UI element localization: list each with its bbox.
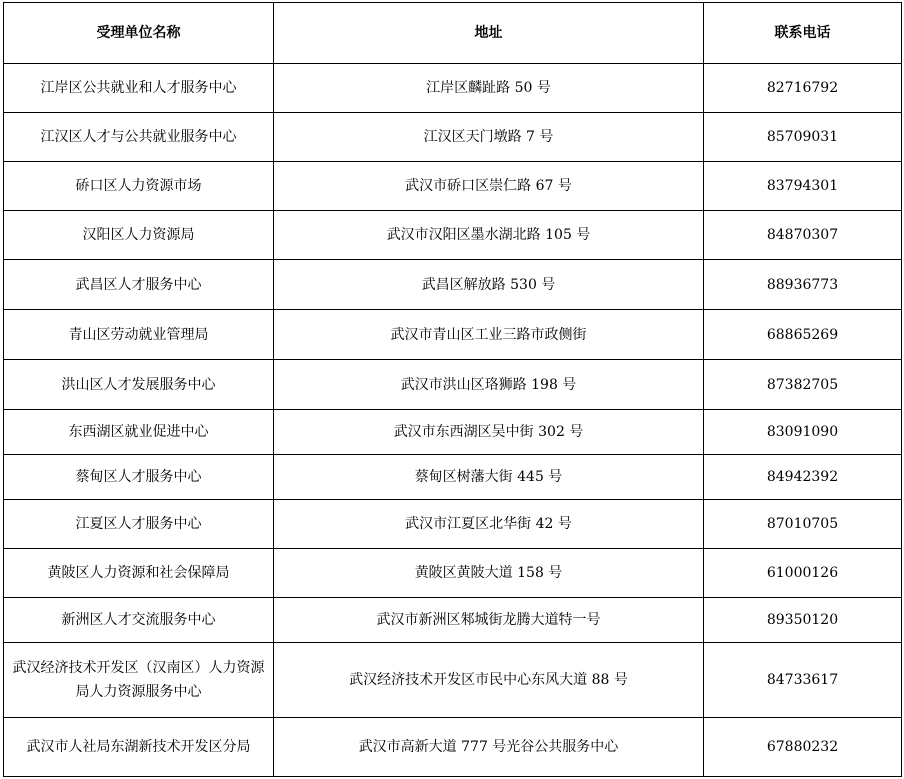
- service-directory-table: [3, 2, 902, 777]
- address-cell: 武昌区解放路 530 号: [274, 260, 704, 310]
- unit-name-cell: 武昌区人才服务中心: [4, 260, 274, 310]
- table-row: [4, 113, 902, 162]
- unit-name-cell: 新洲区人才交流服务中心: [4, 598, 274, 643]
- table-row: [4, 64, 902, 113]
- column-header-unit-name: 受理单位名称: [4, 3, 274, 64]
- table-row: [4, 549, 902, 598]
- address-cell: 武汉市高新大道 777 号光谷公共服务中心: [274, 718, 704, 777]
- unit-name-cell: 武汉市人社局东湖新技术开发区分局: [4, 718, 274, 777]
- address-cell: 武汉市青山区工业三路市政侧街: [274, 310, 704, 360]
- address-cell: 武汉市汉阳区墨水湖北路 105 号: [274, 211, 704, 260]
- unit-name-cell: 江汉区人才与公共就业服务中心: [4, 113, 274, 162]
- table-row: [4, 598, 902, 643]
- table-row: [4, 410, 902, 455]
- phone-cell: 84942392: [704, 455, 902, 500]
- phone-cell: 87010705: [704, 500, 902, 549]
- address-cell: 武汉市硚口区崇仁路 67 号: [274, 162, 704, 211]
- table-row: [4, 310, 902, 360]
- address-cell: 武汉市江夏区北华街 42 号: [274, 500, 704, 549]
- table-row: [4, 455, 902, 500]
- address-cell: 蔡甸区树藩大街 445 号: [274, 455, 704, 500]
- phone-cell: 83794301: [704, 162, 902, 211]
- phone-cell: 68865269: [704, 310, 902, 360]
- column-header-phone: 联系电话: [704, 3, 902, 64]
- unit-name-cell: 蔡甸区人才服务中心: [4, 455, 274, 500]
- address-cell: 江汉区天门墩路 7 号: [274, 113, 704, 162]
- phone-cell: 89350120: [704, 598, 902, 643]
- phone-cell: 88936773: [704, 260, 902, 310]
- phone-cell: 82716792: [704, 64, 902, 113]
- table-row: [4, 162, 902, 211]
- unit-name-cell: 武汉经济技术开发区（汉南区）人力资源局人力资源服务中心: [4, 643, 274, 718]
- phone-cell: 67880232: [704, 718, 902, 777]
- phone-cell: 84870307: [704, 211, 902, 260]
- table-row: [4, 360, 902, 410]
- address-cell: 武汉市新洲区邾城街龙腾大道特一号: [274, 598, 704, 643]
- address-cell: 武汉经济技术开发区市民中心东风大道 88 号: [274, 643, 704, 718]
- unit-name-cell: 东西湖区就业促进中心: [4, 410, 274, 455]
- column-header-address: 地址: [274, 3, 704, 64]
- address-cell: 黄陂区黄陂大道 158 号: [274, 549, 704, 598]
- table-row: [4, 500, 902, 549]
- unit-name-cell: 江夏区人才服务中心: [4, 500, 274, 549]
- unit-name-cell: 青山区劳动就业管理局: [4, 310, 274, 360]
- table-header-row: [4, 3, 902, 64]
- address-cell: 武汉市洪山区珞狮路 198 号: [274, 360, 704, 410]
- table-row: [4, 643, 902, 718]
- phone-cell: 61000126: [704, 549, 902, 598]
- address-cell: 武汉市东西湖区吴中街 302 号: [274, 410, 704, 455]
- unit-name-cell: 汉阳区人力资源局: [4, 211, 274, 260]
- address-cell: 江岸区麟趾路 50 号: [274, 64, 704, 113]
- unit-name-cell: 黄陂区人力资源和社会保障局: [4, 549, 274, 598]
- phone-cell: 85709031: [704, 113, 902, 162]
- phone-cell: 83091090: [704, 410, 902, 455]
- unit-name-cell: 洪山区人才发展服务中心: [4, 360, 274, 410]
- table-row: [4, 211, 902, 260]
- table-row: [4, 260, 902, 310]
- table-row: [4, 718, 902, 777]
- phone-cell: 87382705: [704, 360, 902, 410]
- unit-name-cell: 江岸区公共就业和人才服务中心: [4, 64, 274, 113]
- unit-name-cell: 硚口区人力资源市场: [4, 162, 274, 211]
- phone-cell: 84733617: [704, 643, 902, 718]
